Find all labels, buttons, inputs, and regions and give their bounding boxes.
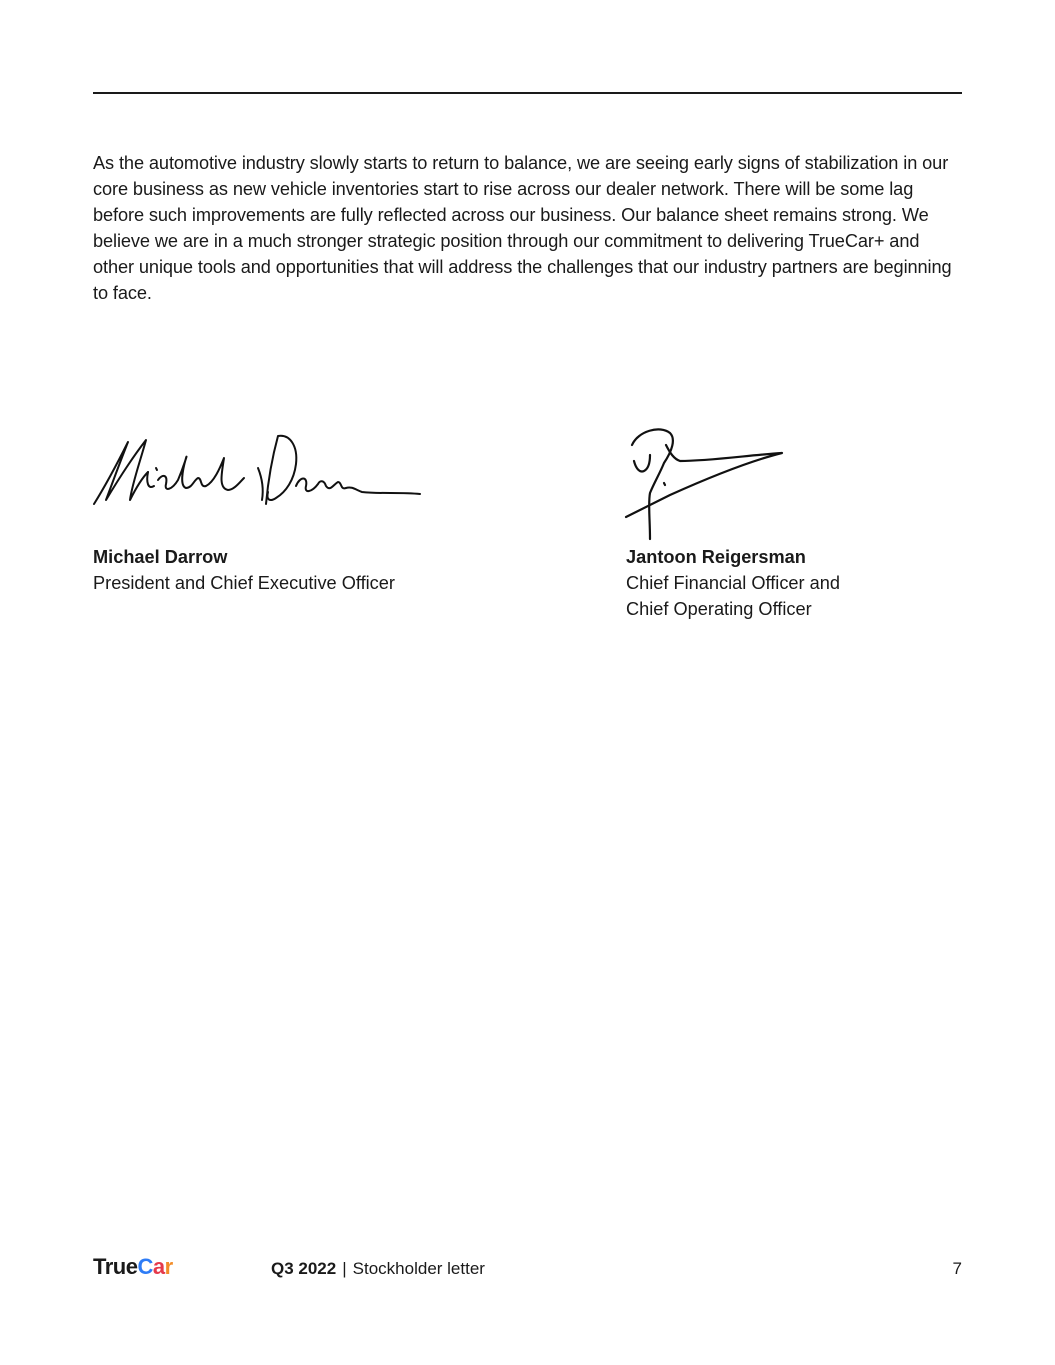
footer-doc-title: Stockholder letter <box>352 1259 485 1278</box>
footer-quarter: Q3 2022 <box>271 1259 337 1278</box>
truecar-logo: TrueCar <box>93 1254 173 1279</box>
signature-michael-darrow <box>90 428 425 513</box>
signer-title: President and Chief Executive Officer <box>93 573 395 593</box>
signer-name: Jantoon Reigersman <box>626 547 806 567</box>
closing-paragraph: As the automotive industry slowly starts to return to balance, we are seeing early signs of stabilization in our core business as new vehicle inventories start to rise across our dealer network. There will be some lag before such improvements are fully reflected across our business. Our balance sheet remains strong. We believe we are in a much stronger strategic position through our commitment to delivering TrueCar+ and other unique tools and opportunities that will address the challenges that our industry partners are beginning to face. <box>93 153 952 303</box>
signer-title-line-2: Chief Operating Officer <box>626 599 812 619</box>
footer-document-label <box>271 1256 485 1282</box>
footer-separator: | <box>342 1259 347 1278</box>
signature-jantoon-reigersman <box>620 423 790 543</box>
page-footer <box>0 1252 1055 1284</box>
signer-block-darrow <box>93 544 513 596</box>
top-divider <box>93 92 962 94</box>
page-number: 7 <box>952 1259 962 1278</box>
signer-name: Michael Darrow <box>93 547 228 567</box>
signer-block-reigersman <box>626 544 962 622</box>
signer-title-line-1: Chief Financial Officer and <box>626 573 840 593</box>
